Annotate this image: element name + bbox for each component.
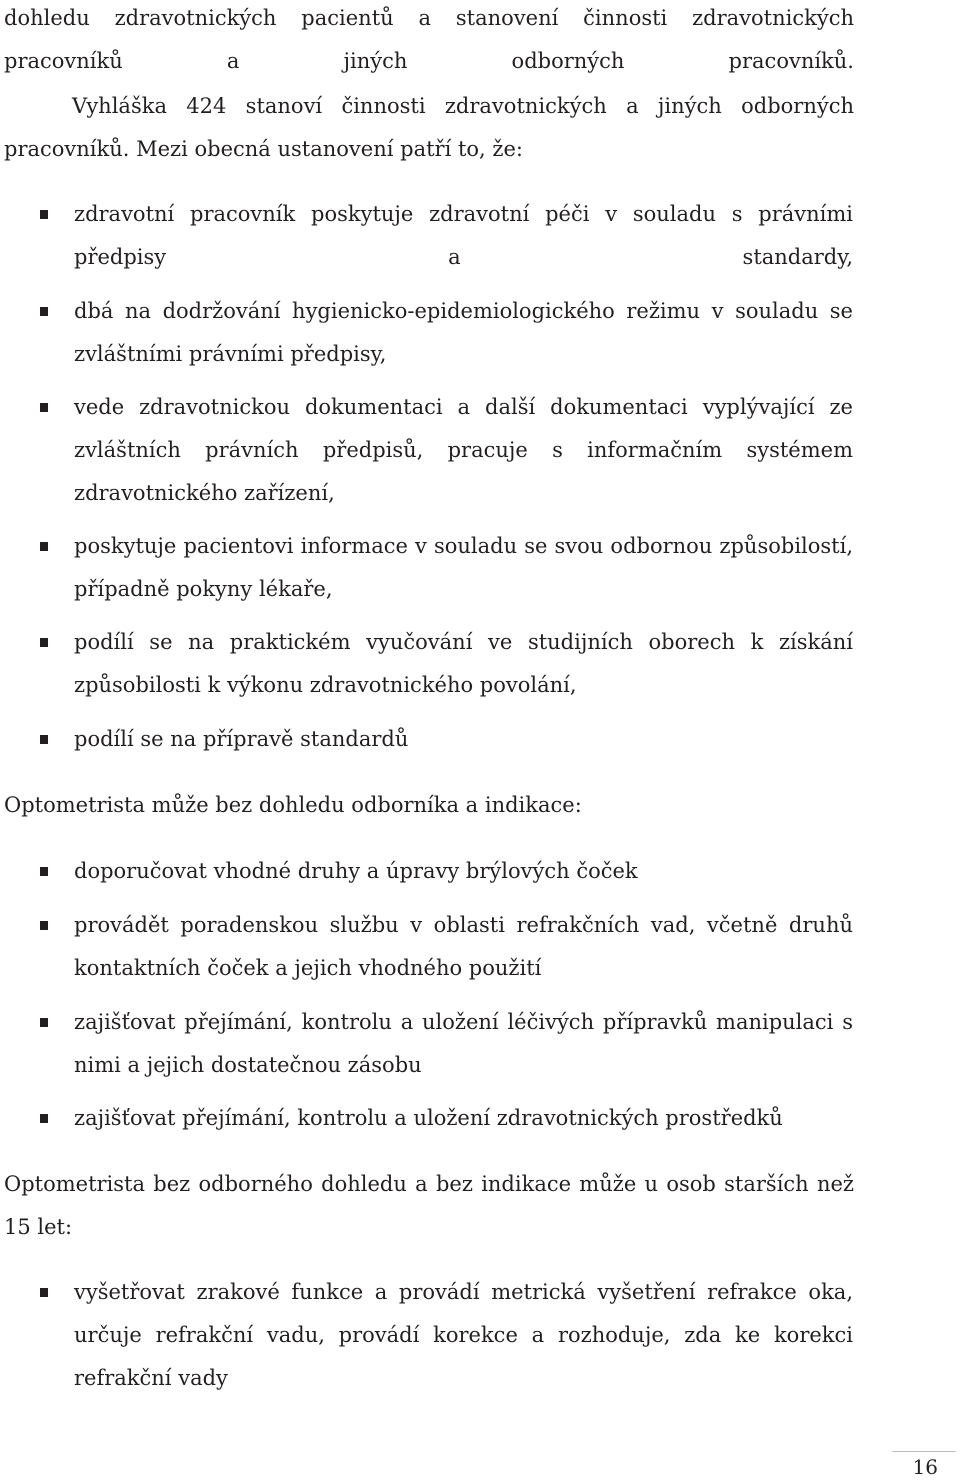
list-item: podílí se na praktickém vyučování ve studijních oborech k získání způsobilosti k výkonu zdravotnického povolání, (74, 630, 853, 697)
list-item: vyšetřovat zrakové funkce a provádí metrická vyšetření refrakce oka, určuje refrakční vadu, provádí korekce a rozhoduje, zda ke korekci refrakční vady (74, 1280, 853, 1390)
over15-paragraph (4, 1163, 854, 1249)
bullet-icon (40, 307, 48, 316)
list-item: zajišťovat přejímání, kontrolu a uložení zdravotnických prostředků (74, 1106, 783, 1130)
bullet-icon (40, 403, 48, 412)
page-number: 16 (912, 1455, 938, 1479)
vyhlaska-text: Vyhláška 424 stanoví činnosti zdravotnických a jiných odborných pracovníků. Mezi obecná ustanovení patří to, že: (4, 94, 854, 161)
bullet-icon (40, 921, 48, 930)
vyhlaska-paragraph (4, 85, 854, 171)
list-item: zdravotní pracovník poskytuje zdravotní péči v souladu s právními předpisy a standardy, (74, 202, 853, 269)
list-item: poskytuje pacientovi informace v souladu se svou odbornou způsobilostí, případně pokyny lékaře, (74, 534, 853, 601)
intro-paragraph (4, 0, 854, 83)
bullet-icon (40, 1018, 48, 1027)
list-item: podílí se na přípravě standardů (74, 727, 409, 751)
list-item: provádět poradenskou službu v oblasti refrakčních vad, včetně druhů kontaktních čoček a jejich vhodného použití (74, 913, 853, 980)
list-item: doporučovat vhodné druhy a úpravy brýlových čoček (74, 859, 638, 883)
optometrist-paragraph (4, 784, 854, 827)
list-item: vede zdravotnickou dokumentaci a další dokumentaci vyplývající ze zvláštních právních předpisů, pracuje s informačním systémem zdravotnického zařízení, (74, 395, 853, 505)
over15-text: Optometrista bez odborného dohledu a bez indikace může u osob starších než 15 let: (4, 1172, 854, 1239)
bullet-icon (40, 638, 48, 647)
bullet-icon (40, 542, 48, 551)
bullet-icon (40, 735, 48, 744)
bullet-icon (40, 210, 48, 219)
list-item: dbá na dodržování hygienicko-epidemiologického režimu v souladu se zvláštními právními předpisy, (74, 299, 853, 366)
bullet-icon (40, 867, 48, 876)
list-item: zajišťovat přejímání, kontrolu a uložení léčivých přípravků manipulaci s nimi a jejich dostatečnou zásobu (74, 1010, 853, 1077)
optometrist-text: Optometrista může bez dohledu odborníka a indikace: (4, 793, 582, 817)
bullet-icon (40, 1114, 48, 1123)
intro-text: dohledu zdravotnických pacientů a stanovení činnosti zdravotnických pracovníků a jiných odborných pracovníků. (4, 6, 854, 73)
bullet-icon (40, 1288, 48, 1297)
